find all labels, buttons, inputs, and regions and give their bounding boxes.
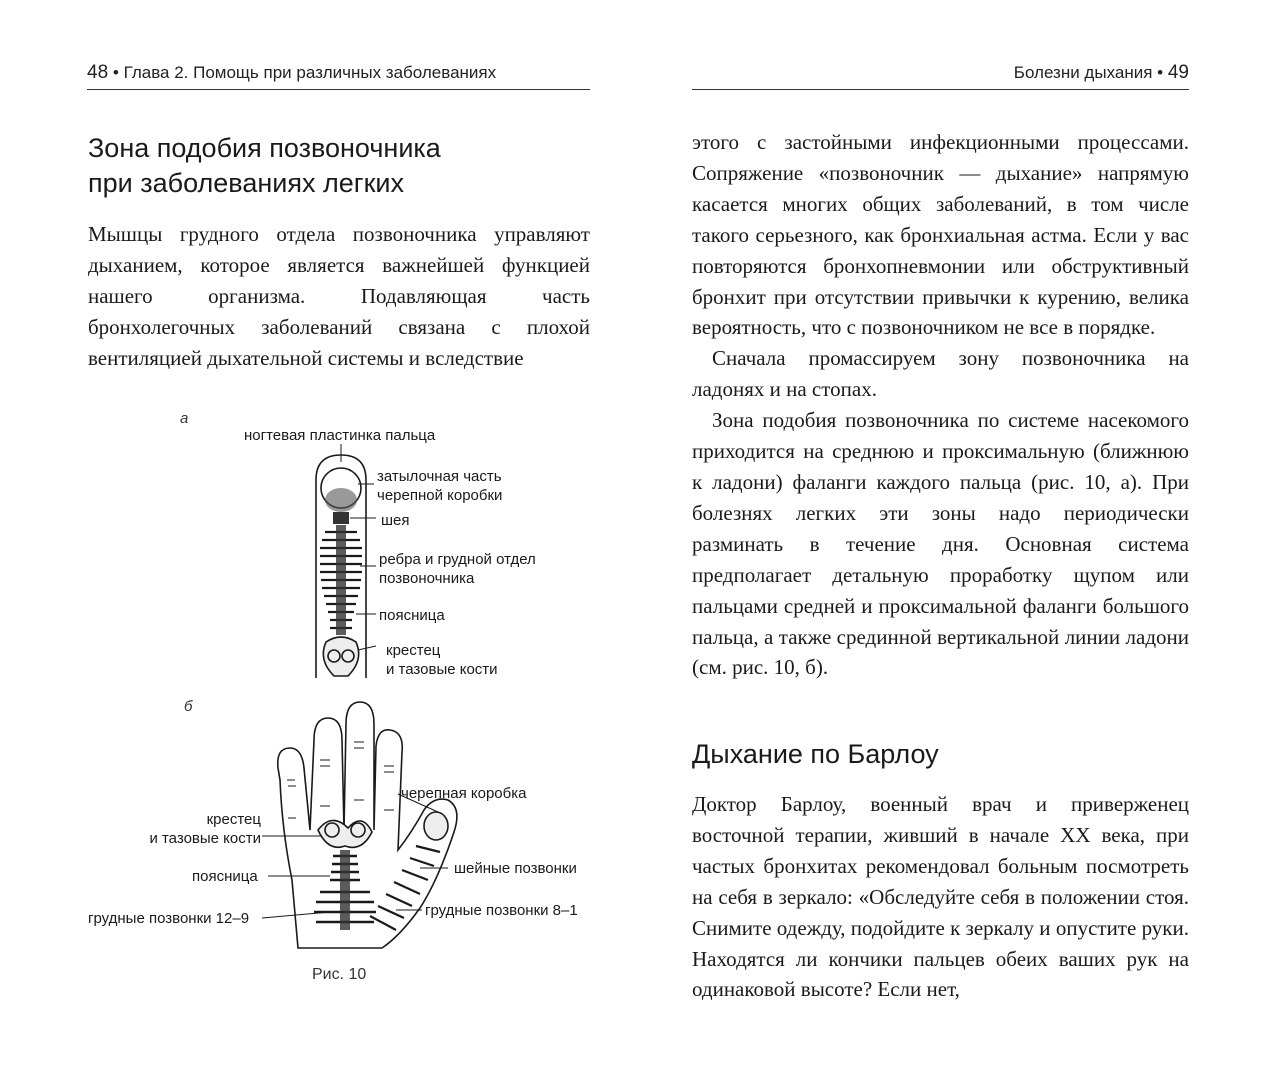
callout-thoracic-12-9: грудные позвонки 12–9 [88, 910, 250, 927]
running-head-title-right: Болезни дыхания [1013, 63, 1153, 82]
callout-nail-plate: ногтевая пластинка пальца [244, 427, 436, 444]
callout-cervical: шейные позвонки [454, 860, 577, 877]
callout-lumbar-b: поясница [192, 868, 258, 885]
running-head-separator: • [112, 63, 119, 82]
section-title-line-1: Зона подобия позвоночника [88, 133, 441, 163]
body-text-right-top [692, 127, 1189, 683]
running-head-separator: • [1157, 63, 1164, 82]
callout-skull: черепная коробка [401, 785, 527, 802]
section-title-barlow: Дыхание по Барлоу [692, 739, 939, 769]
page-number-left: 48 [87, 62, 109, 83]
finger-spine-drawing [316, 444, 376, 678]
callout-sacrum-b-line-1: крестец [206, 811, 261, 828]
paragraph-massage: Сначала промассируем зону позвоночника на ладонях и на стопах. [692, 346, 1189, 402]
callout-neck: шея [381, 512, 410, 529]
callout-sacrum-a [386, 641, 498, 679]
callout-occipital-line-1: затылочная часть [377, 468, 502, 485]
callout-sacrum-b [127, 810, 261, 848]
page-number-right: 49 [1167, 62, 1189, 83]
running-head-right [1014, 62, 1189, 84]
callout-sacrum-a-line-2: и тазовые кости [386, 661, 498, 678]
callout-occipital [377, 467, 502, 505]
header-rule-right [692, 89, 1189, 90]
left-page [0, 0, 640, 1080]
callout-sacrum-a-line-1: крестец [386, 642, 441, 659]
paragraph-intro: Мышцы грудного отдела позвоночника управляют дыханием, которое является важнейшей функцией нашего организма. Подавляющая часть бронхолегочных заболеваний связана с плохой вентиляцией дыхательной системы и вследствие [88, 222, 590, 370]
figure-label-b: б [184, 698, 193, 715]
callout-ribs-line-2: позвоночника [379, 570, 475, 587]
paragraph-barlow: Доктор Барлоу, военный врач и приверженец восточной терапии, живший в начале XX века, при частых бронхитах рекомендовал больным посмотреть на себя в зеркало: «Обследуйте себя в положении стоя. Снимите одежду, подойдите к зеркалу и опустите руки. Находятся ли кончики пальцев обеих ваших рук на одинаковой высоте? Если нет, [692, 792, 1189, 1002]
paragraph-continuation: этого с застойными инфекционными процессами. Сопряжение «позвоночник — дыхание» напрямую касается многих общих заболеваний, в том числе такого серьезного, как бронхиальная астма. Если у вас повторяются бронхопневмонии или обструктивный бронхит при отсутствии привычки к курению, велика вероятность, что с позвоночником не все в порядке. [692, 130, 1189, 340]
running-head-title-left: Глава 2. Помощь при различных заболеваниях [123, 63, 497, 82]
section-title-line-2: при заболеваниях легких [88, 168, 404, 198]
figure-caption: Рис. 10 [312, 966, 367, 983]
callout-ribs [379, 550, 536, 588]
right-page [640, 0, 1281, 1080]
body-text-right-bottom [692, 789, 1189, 1005]
callout-ribs-line-1: ребра и грудной отдел [379, 551, 536, 568]
callout-occipital-line-2: черепной коробки [377, 487, 503, 504]
callout-lumbar-a: поясница [379, 607, 445, 624]
callout-thoracic-8-1: грудные позвонки 8–1 [425, 902, 578, 919]
paragraph-insect-system: Зона подобия позвоночника по системе насекомого приходится на среднюю и проксимальную (ближнюю к ладони) фаланги каждого пальца (рис. 10, а). При болезнях легких эти зоны надо периодически разминать в течение дня. Основная система предполагает детальную проработку щупом или пальцами средней и проксимальной фаланги большого пальца, а также срединной вертикальной линии ладони (см. рис. 10, б). [692, 408, 1189, 680]
callout-sacrum-b-line-2: и тазовые кости [149, 830, 261, 847]
figure-label-a: а [180, 410, 189, 427]
